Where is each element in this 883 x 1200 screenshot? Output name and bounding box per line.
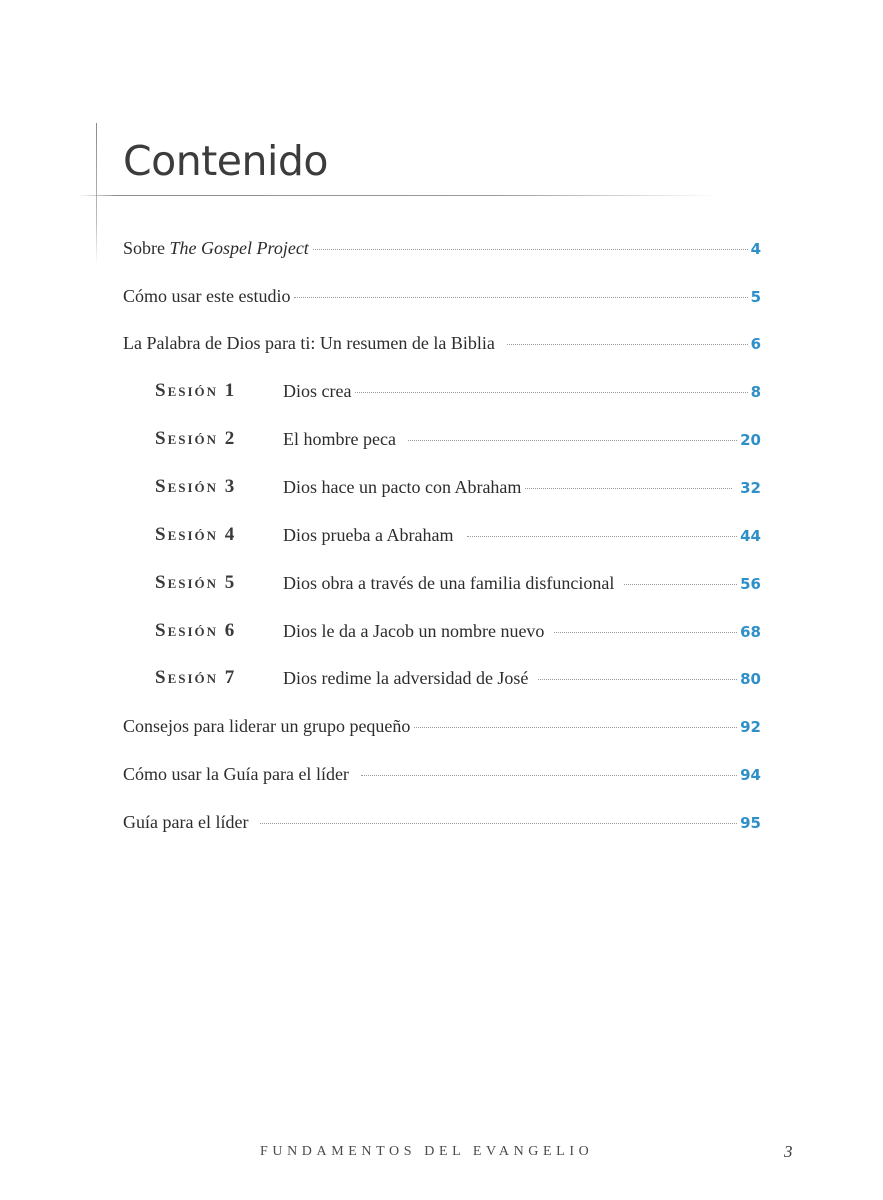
dot-leader: [361, 774, 737, 776]
toc-page-number: 32: [740, 479, 761, 497]
page-number: 3: [784, 1142, 793, 1161]
toc-page-number: 95: [740, 814, 761, 832]
toc-page-number: 80: [740, 670, 761, 688]
toc-entry-bible-summary[interactable]: [123, 329, 761, 357]
toc-entry-label: La Palabra de Dios para ti: Un resumen de la Biblia: [123, 333, 495, 353]
toc-entry-label: Cómo usar este estudio: [123, 286, 291, 306]
toc-page-number: 4: [750, 240, 761, 258]
toc-page-number: 6: [750, 335, 761, 353]
toc-entry-session-2[interactable]: [283, 425, 761, 453]
toc-page-number: 8: [750, 383, 761, 401]
toc-entry-session-3[interactable]: [283, 473, 761, 501]
session-label: Sesión 3: [155, 476, 237, 497]
toc-page-number: 5: [750, 288, 761, 306]
toc-page-number: 94: [740, 766, 761, 784]
dot-leader: [525, 487, 732, 489]
session-title: Dios crea: [283, 381, 352, 401]
toc-entry-label: Sobre The Gospel Project: [123, 238, 309, 258]
session-label: Sesión 2: [155, 428, 237, 449]
toc-entry-leader-guide-usage[interactable]: [123, 760, 761, 788]
toc-entry-label: Guía para el líder: [123, 812, 249, 832]
dot-leader: [554, 631, 737, 633]
toc-entry-session-7[interactable]: [283, 664, 761, 692]
session-title: Dios le da a Jacob un nombre nuevo: [283, 621, 545, 641]
session-label: Sesión 1: [155, 380, 237, 401]
toc-entry-session-4[interactable]: [283, 521, 761, 549]
dot-leader: [467, 535, 737, 537]
session-label: Sesión 6: [155, 620, 237, 641]
running-footer-title: FUNDAMENTOS DEL EVANGELIO: [260, 1144, 594, 1159]
session-title: Dios redime la adversidad de José: [283, 668, 529, 688]
dot-leader: [624, 583, 737, 585]
toc-page-number: 92: [740, 718, 761, 736]
toc-entry-label: Cómo usar la Guía para el líder: [123, 764, 349, 784]
toc-entry-label: Consejos para liderar un grupo pequeño: [123, 716, 411, 736]
toc-entry-leading-tips[interactable]: [123, 712, 761, 740]
toc-entry-about[interactable]: [123, 234, 761, 262]
dot-leader: [355, 391, 747, 393]
toc-entry-session-1[interactable]: [283, 377, 761, 405]
toc-entry-leader-guide[interactable]: [123, 808, 761, 836]
vertical-rule: [96, 123, 97, 265]
session-label: Sesión 7: [155, 667, 237, 688]
session-title: Dios hace un pacto con Abraham: [283, 477, 522, 497]
session-label: Sesión 5: [155, 572, 237, 593]
dot-leader: [538, 678, 737, 680]
toc-entry-session-5[interactable]: [283, 569, 761, 597]
session-title: El hombre peca: [283, 429, 396, 449]
toc-entry-session-6[interactable]: [283, 617, 761, 645]
dot-leader: [294, 296, 747, 298]
dot-leader: [408, 439, 737, 441]
session-label: Sesión 4: [155, 524, 237, 545]
toc-page-number: 20: [740, 431, 761, 449]
toc-page-number: 68: [740, 623, 761, 641]
session-title: Dios obra a través de una familia disfuncional: [283, 573, 615, 593]
toc-page-number: 44: [740, 527, 761, 545]
dot-leader: [414, 726, 737, 728]
session-title: Dios prueba a Abraham: [283, 525, 454, 545]
toc-page-number: 56: [740, 575, 761, 593]
toc-entry-how-to-use[interactable]: [123, 282, 761, 310]
page-title: Contenido: [123, 137, 328, 185]
dot-leader: [313, 248, 748, 250]
horizontal-rule: [78, 195, 718, 196]
dot-leader: [507, 343, 748, 345]
dot-leader: [260, 822, 737, 824]
